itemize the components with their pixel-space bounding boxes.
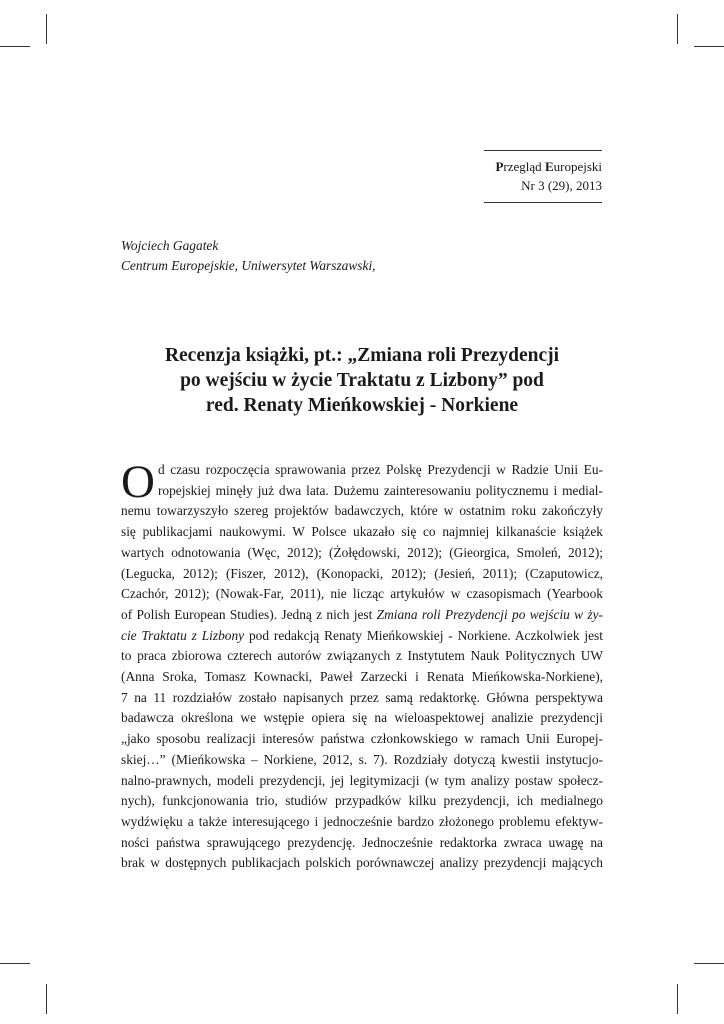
body-line: skiej…” (Mieńkowska – Norkiene, 2012, s. 7). Rozdziały dotyczą kwestii instytucjo- — [121, 751, 603, 767]
drop-cap: O — [121, 456, 155, 508]
crop-mark — [694, 963, 724, 964]
title-line: po wejściu w życie Traktatu z Lizbony” pod — [180, 370, 544, 391]
body-line: (Anna Sroka, Tomasz Kownacki, Paweł Zarzecki i Renata Mieńkowska-Norkiene), — [121, 669, 603, 685]
crop-mark — [46, 984, 47, 1014]
body-line: „jako sposobu realizacji interesów państwa członkowskiego w ramach Unii Europej- — [121, 731, 603, 747]
body-line: ropejskiej minęły już dwa lata. Dużemu zainteresowaniu politycznemu i medial- — [157, 482, 603, 498]
body-line: wydźwięku a także interesującego i jednocześnie bardzo złożonego problemu efektyw- — [121, 813, 603, 829]
author-affiliation: Centrum Europejskie, Uniwersytet Warszawski, — [121, 258, 376, 273]
crop-mark — [46, 14, 47, 44]
crop-mark — [677, 984, 678, 1014]
body-line: of Polish European Studies). Jedną z nich jest Zmiana roli Prezydencji po wejściu w ży- — [121, 606, 603, 622]
crop-mark — [0, 963, 30, 964]
body-line: to praca zbiorowa czterech autorów związanych z Instytutem Nauk Politycznych UW — [121, 648, 603, 664]
title-line: red. Renaty Mieńkowskiej - Norkiene — [205, 395, 519, 416]
body-line: Czachór, 2012); (Nowak-Far, 2011), nie licząc artykułów w czasopismach (Yearbook — [121, 586, 603, 602]
author-name: Wojciech Gagatek — [121, 238, 219, 253]
body-line: brak w dostępnych publikacjach polskich porównawczej analizy prezydencji mających — [121, 855, 603, 871]
body-line: cie Traktatu z Lizbony pod redakcją Renaty Mieńkowskiej - Norkiene. Aczkolwiek jest — [121, 627, 603, 643]
book-title: Zmiana roli Prezydencji po wejściu w ży- — [376, 606, 603, 622]
body-line: ności państwa sprawującego prezydencję. Jednocześnie redaktorka zwraca uwagę na — [121, 834, 603, 850]
body-line: badawcza określona we wstępie opiera się na wieloaspektowej analizie prezydencji — [121, 710, 603, 726]
journal-issue: Nr 3 (29), 2013 — [521, 178, 602, 193]
author-block — [121, 236, 376, 276]
crop-mark — [0, 46, 30, 47]
journal-header — [484, 150, 602, 203]
crop-mark — [677, 14, 678, 44]
article-title — [121, 343, 603, 418]
body-line: nych), funkcjonowania trio, studiów przypadków kilku prezydencji, ich medialnego — [121, 793, 603, 809]
body-line: 7 na 11 rozdziałów zostało napisanych przez samą redaktorkę. Główna perspektywa — [121, 689, 603, 705]
book-title: cie Traktatu z Lizbony — [121, 627, 245, 643]
body-line: d czasu rozpoczęcia sprawowania przez Polskę Prezydencji w Radzie Unii Eu- — [157, 462, 603, 477]
body-line: (Legucka, 2012); (Fiszer, 2012), (Konopacki, 2012); (Jesień, 2011); (Czaputowicz, — [121, 565, 603, 581]
body-line: wartych odnotowania (Węc, 2012); (Żołędowski, 2012); (Gieorgica, Smoleń, 2012); — [121, 544, 603, 560]
body-line: się publikacjami naukowymi. W Polsce ukazało się co najmniej kilkanaście książek — [121, 524, 603, 540]
body-line: nalno-prawnych, modeli prezydencji, jej legitymizacji (w tym analizy postaw społecz- — [121, 772, 603, 788]
body-line: nemu towarzyszyło szereg projektów badawczych, które w ostatnim roku zakończyły — [121, 503, 603, 519]
crop-mark — [694, 46, 724, 47]
article-body — [121, 456, 603, 874]
journal-name: Przegląd Europejski — [495, 159, 602, 174]
title-line: Recenzja książki, pt.: „Zmiana roli Prezydencji — [164, 345, 560, 366]
